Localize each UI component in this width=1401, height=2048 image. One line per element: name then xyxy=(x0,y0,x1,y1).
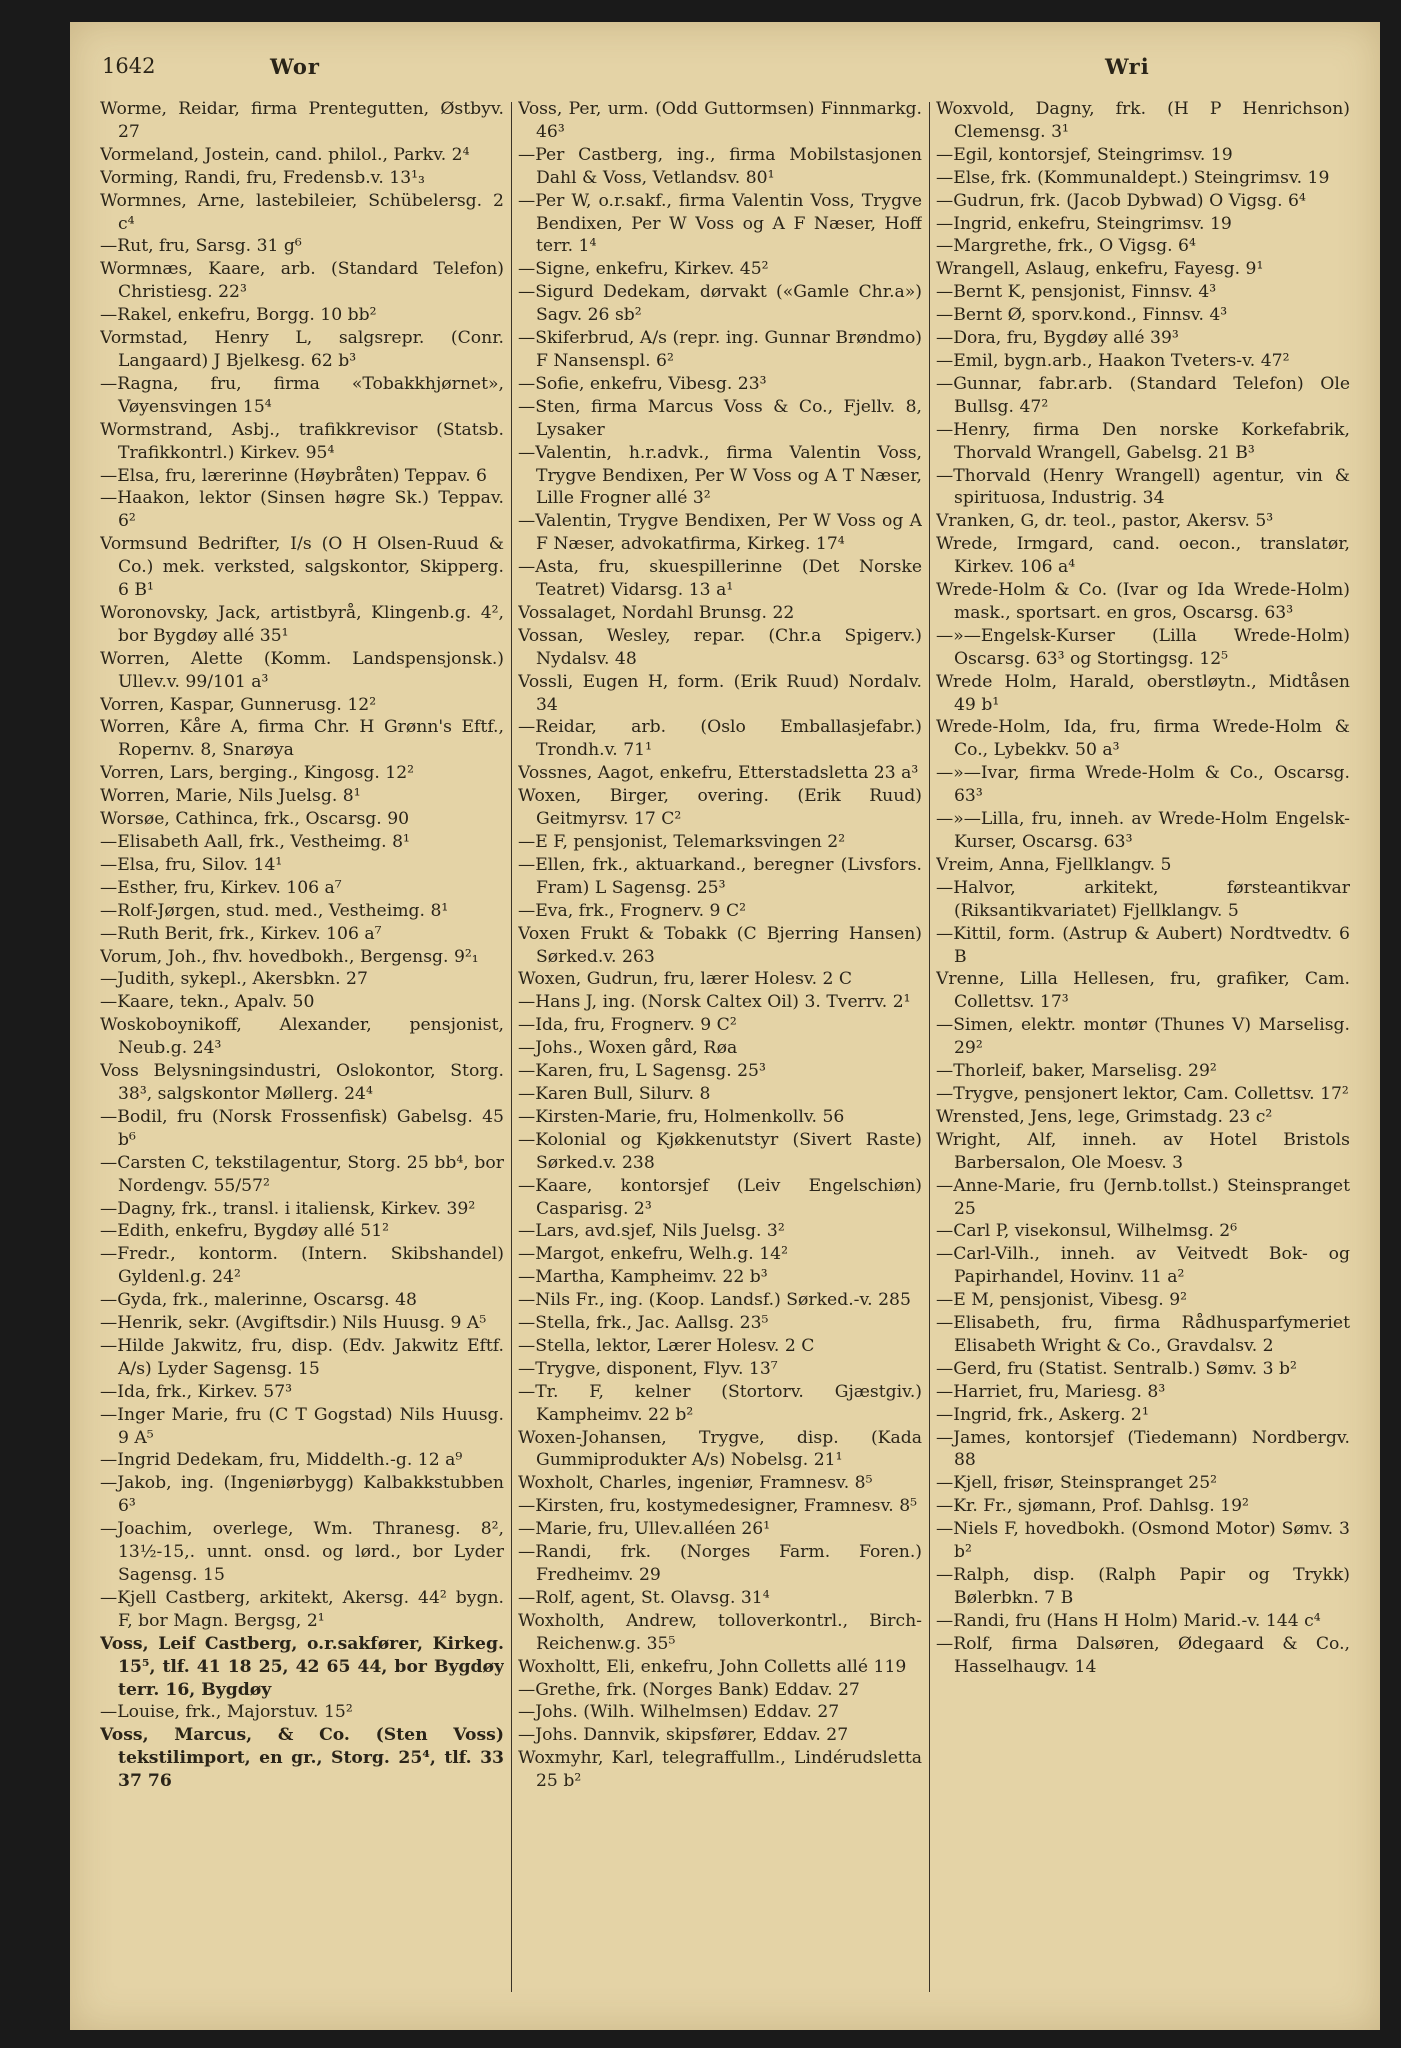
directory-entry: —Rolf, agent, St. Olavsg. 31⁴ xyxy=(518,1587,770,1608)
directory-entry: —Kjell Castberg, arkitekt, Akersg. 44² bygn. F, bor Magn. Bergsg, 2¹ xyxy=(100,1587,504,1631)
directory-entry: Wrede-Holm & Co. (Ivar og Ida Wrede-Holm) mask., sportsart. en gros, Oscarsg. 63³ xyxy=(936,580,1350,623)
directory-entry: —Karen, fru, L Sagensg. 25³ xyxy=(518,1061,766,1082)
directory-entry: Woronovsky, Jack, artistbyrå, Klingenb.g. 4², bor Bygdøy allé 35¹ xyxy=(100,602,504,646)
directory-entry: —Reidar, arb. (Oslo Emballasjefabr.) Trondh.v. 71¹ xyxy=(518,717,922,761)
directory-entry: —Valentin, h.r.advk., firma Valentin Voss, Trygve Bendixen, Per W Voss og A T Næser, Lille Frogner allé 3² xyxy=(518,442,922,509)
directory-entry: —Margrethe, frk., O Vigsg. 6⁴ xyxy=(936,236,1196,257)
directory-entry: —Stella, lektor, Lærer Holesv. 2 C xyxy=(518,1335,815,1356)
directory-entry: —Rolf-Jørgen, stud. med., Vestheimg. 8¹ xyxy=(100,900,449,921)
directory-entry: —Inger Marie, fru (C T Gogstad) Nils Huusg. 9 A⁵ xyxy=(100,1404,504,1448)
directory-entry: —Dora, fru, Bygdøy allé 39³ xyxy=(936,328,1179,349)
directory-entry: —Kittil, form. (Astrup & Aubert) Nordtvedtv. 6 B xyxy=(936,923,1350,967)
directory-entry: —Sten, firma Marcus Voss & Co., Fjellv. 8, Lysaker xyxy=(518,396,922,440)
directory-entry: —Kaare, tekn., Apalv. 50 xyxy=(100,992,315,1013)
directory-entry: —Ruth Berit, frk., Kirkev. 106 a⁷ xyxy=(100,923,382,944)
directory-entry: —Karen Bull, Silurv. 8 xyxy=(518,1083,711,1104)
directory-entry: —Esther, fru, Kirkev. 106 a⁷ xyxy=(100,877,342,898)
directory-entry: Wrangell, Aslaug, enkefru, Fayesg. 9¹ xyxy=(936,259,1264,280)
directory-entry: Woxholth, Andrew, tolloverkontrl., Birch-Reichenw.g. 35⁵ xyxy=(518,1610,922,1654)
directory-entry: —Ida, fru, Frognerv. 9 C² xyxy=(518,1015,737,1036)
directory-entry: —Martha, Kampheimv. 22 b³ xyxy=(518,1267,768,1288)
directory-entry: —Thorvald (Henry Wrangell) agentur, vin & spirituosa, Industrig. 34 xyxy=(936,465,1350,509)
directory-entry: —Tr. F, kelner (Stortorv. Gjæstgiv.) Kampheimv. 22 b² xyxy=(518,1381,922,1425)
directory-entry: Wrensted, Jens, lege, Grimstadg. 23 c² xyxy=(936,1106,1273,1127)
directory-entry: —Kolonial og Kjøkkenutstyr (Sivert Raste) Sørked.v. 238 xyxy=(518,1129,922,1173)
directory-entry: —Stella, frk., Jac. Aallsg. 23⁵ xyxy=(518,1313,769,1334)
directory-entry: —Trygve, pensjonert lektor, Cam. Collettsv. 17² xyxy=(936,1083,1349,1104)
directory-entry: —Niels F, hovedbokh. (Osmond Motor) Sømv. 3 b² xyxy=(936,1519,1350,1563)
directory-entry: —Ingrid, enkefru, Steingrimsv. 19 xyxy=(936,213,1232,234)
directory-entry: —Nils Fr., ing. (Koop. Landsf.) Sørked.-v. 285 xyxy=(518,1290,911,1311)
directory-entry: —Ellen, frk., aktuarkand., beregner (Livsfors. Fram) L Sagensg. 25³ xyxy=(518,854,922,898)
directory-entry: Voxen Frukt & Tobakk (C Bjerring Hansen) Sørked.v. 263 xyxy=(518,923,922,967)
directory-entry: —Johs. Dannvik, skipsfører, Eddav. 27 xyxy=(518,1725,849,1746)
directory-entry: —Rut, fru, Sarsg. 31 g⁶ xyxy=(100,236,302,257)
directory-entry: —Ralph, disp. (Ralph Papir og Trykk) Bølerbkn. 7 B xyxy=(936,1565,1350,1608)
directory-entry: —Bernt K, pensjonist, Finnsv. 4³ xyxy=(936,282,1217,303)
directory-entry: Vorum, Joh., fhv. hovedbokh., Bergensg. 9²₁ xyxy=(100,946,479,967)
directory-entry: Vossan, Wesley, repar. (Chr.a Spigerv.) Nydalsv. 48 xyxy=(518,625,922,669)
directory-entry: Woxen, Birger, overing. (Erik Ruud) Geitmyrsv. 17 C² xyxy=(518,786,922,830)
directory-entry: Woxholt, Charles, ingeniør, Framnesv. 8⁵ xyxy=(518,1473,873,1494)
directory-entry: —Lars, avd.sjef, Nils Juelsg. 3² xyxy=(518,1221,785,1242)
directory-entry: Woskoboynikoff, Alexander, pensjonist, Neub.g. 24³ xyxy=(100,1015,504,1059)
directory-entry: —Anne-Marie, fru (Jernb.tollst.) Steinspranget 25 xyxy=(936,1175,1350,1219)
directory-entry: —Skiferbrud, A/s (repr. ing. Gunnar Brøndmo) F Nansenspl. 6² xyxy=(518,328,922,371)
directory-entry: Woxmyhr, Karl, telegraffullm., Lindérudsletta 25 b² xyxy=(518,1748,922,1792)
left-headword: Wor xyxy=(270,54,320,79)
directory-entry: —Hilde Jakwitz, fru, disp. (Edv. Jakwitz Eftf. A/s) Lyder Sagensg. 15 xyxy=(100,1335,504,1379)
directory-entry: —Haakon, lektor (Sinsen høgre Sk.) Teppav. 6² xyxy=(100,488,504,532)
column-2 xyxy=(518,98,922,1998)
page-number: 1642 xyxy=(102,54,156,78)
directory-entry: —Randi, fru (Hans H Holm) Marid.-v. 144 c⁴ xyxy=(936,1610,1321,1631)
directory-entry: —Kirsten-Marie, fru, Holmenkollv. 56 xyxy=(518,1106,845,1127)
directory-entry: Worsøe, Cathinca, frk., Oscarsg. 90 xyxy=(100,809,410,830)
column-1 xyxy=(100,98,504,1998)
directory-entry: —Judith, sykepl., Akersbkn. 27 xyxy=(100,969,368,990)
directory-entry: Woxholtt, Eli, enkefru, John Colletts allé 119 xyxy=(518,1656,907,1677)
directory-entry: Wrede Holm, Harald, oberstløytn., Midtåsen 49 b¹ xyxy=(936,671,1350,715)
directory-entry: —Grethe, frk. (Norges Bank) Eddav. 27 xyxy=(518,1679,860,1700)
directory-entry: —E M, pensjonist, Vibesg. 9² xyxy=(936,1290,1188,1311)
directory-entry: Vormsund Bedrifter, I/s (O H Olsen-Ruud & Co.) mek. verksted, salgskontor, Skipperg. 6 B¹ xyxy=(100,534,504,601)
directory-entry: —Harriet, fru, Mariesg. 8³ xyxy=(936,1381,1166,1402)
directory-entry: Wormstrand, Asbj., trafikkrevisor (Statsb. Trafikkontrl.) Kirkev. 95⁴ xyxy=(100,419,504,463)
directory-entry: —Ingrid Dedekam, fru, Middelth.-g. 12 a⁹ xyxy=(100,1450,463,1471)
directory-entry: —Margot, enkefru, Welh.g. 14² xyxy=(518,1244,788,1265)
directory-entry: Wormnes, Arne, lastebileier, Schübelersg. 2 c⁴ xyxy=(100,190,504,234)
directory-entry: —Hans J, ing. (Norsk Caltex Oil) 3. Tverrv. 2¹ xyxy=(518,992,911,1013)
directory-entry: Worme, Reidar, firma Prentegutten, Østbyv. 27 xyxy=(100,99,504,142)
directory-entry: Voss, Per, urm. (Odd Guttormsen) Finnmarkg. 46³ xyxy=(518,99,922,142)
directory-entry: —Joachim, overlege, Wm. Thranesg. 8², 13½-15,. unnt. onsd. og lørd., bor Lyder Sagensg. 15 xyxy=(100,1519,504,1585)
directory-entry: —Per W, o.r.sakf., firma Valentin Voss, Trygve Bendixen, Per W Voss og A F Næser, Hoff terr. 1⁴ xyxy=(518,190,922,257)
directory-entry: —Egil, kontorsjef, Steingrimsv. 19 xyxy=(936,144,1233,165)
column-divider-right xyxy=(929,102,930,1992)
directory-entry: —James, kontorsjef (Tiedemann) Nordbergv. 88 xyxy=(936,1427,1350,1471)
directory-entry: Vormstad, Henry L, salgsrepr. (Conr. Langaard) J Bjelkesg. 62 b³ xyxy=(100,328,504,371)
directory-entry: —Johs., Woxen gård, Røa xyxy=(518,1038,738,1059)
directory-entry: Worren, Alette (Komm. Landspensjonsk.) Ullev.v. 99/101 a³ xyxy=(100,648,504,692)
directory-entry: —Louise, frk., Majorstuv. 15² xyxy=(100,1702,353,1723)
directory-entry: Vossnes, Aagot, enkefru, Etterstadsletta 23 a³ xyxy=(518,763,919,784)
directory-entry: —Elsa, fru, Silov. 14¹ xyxy=(100,854,283,875)
directory-entry: —Carsten C, tekstilagentur, Storg. 25 bb⁴, bor Nordengv. 55/57² xyxy=(100,1152,504,1196)
directory-entry: Woxen, Gudrun, fru, lærer Holesv. 2 C xyxy=(518,969,853,990)
directory-entry: Worren, Kåre A, firma Chr. H Grønn's Eftf., Ropernv. 8, Snarøya xyxy=(100,717,504,761)
directory-entry: Wormnæs, Kaare, arb. (Standard Telefon) Christiesg. 22³ xyxy=(100,259,504,303)
directory-entry: Vorren, Kaspar, Gunnerusg. 12² xyxy=(100,694,377,715)
directory-entry: Vranken, G, dr. teol., pastor, Akersv. 5³ xyxy=(936,511,1274,532)
directory-entry: Woxen-Johansen, Trygve, disp. (Kada Gummiprodukter A/s) Nobelsg. 21¹ xyxy=(518,1427,922,1471)
directory-entry: —Trygve, disponent, Flyv. 13⁷ xyxy=(518,1358,778,1379)
directory-entry: —Gunnar, fabr.arb. (Standard Telefon) Ole Bullsg. 47² xyxy=(936,373,1350,417)
directory-entry: —Johs. (Wilh. Wilhelmsen) Eddav. 27 xyxy=(518,1702,840,1723)
directory-entry: —Signe, enkefru, Kirkev. 45² xyxy=(518,259,769,280)
directory-entry: Woxvold, Dagny, frk. (H P Henrichson) Clemensg. 3¹ xyxy=(936,99,1350,142)
directory-entry: —Fredr., kontorm. (Intern. Skibshandel) Gyldenl.g. 24² xyxy=(100,1244,504,1288)
directory-entry: —Else, frk. (Kommunaldept.) Steingrimsv. 19 xyxy=(936,167,1330,188)
directory-entry: Worren, Marie, Nils Juelsg. 8¹ xyxy=(100,786,361,807)
directory-entry: —Carl-Vilh., inneh. av Veitvedt Bok- og Papirhandel, Hovinv. 11 a² xyxy=(936,1244,1350,1288)
directory-entry: —»—Lilla, fru, inneh. av Wrede-Holm Engelsk-Kurser, Oscarsg. 63³ xyxy=(936,809,1350,852)
directory-entry: —Ingrid, frk., Askerg. 2¹ xyxy=(936,1404,1149,1425)
directory-entry: —Rolf, firma Dalsøren, Ødegaard & Co., Hasselhaugv. 14 xyxy=(936,1633,1350,1677)
directory-entry: —»—Engelsk-Kurser (Lilla Wrede-Holm) Oscarsg. 63³ og Stortingsg. 12⁵ xyxy=(936,625,1350,669)
directory-entry: Vrenne, Lilla Hellesen, fru, grafiker, Cam. Collettsv. 17³ xyxy=(936,969,1350,1013)
directory-entry: Vorming, Randi, fru, Fredensb.v. 13¹₃ xyxy=(100,167,425,188)
directory-entry: —Dagny, frk., transl. i italiensk, Kirkev. 39² xyxy=(100,1198,476,1219)
directory-entry: —Marie, fru, Ullev.alléen 26¹ xyxy=(518,1519,771,1540)
directory-entry: Voss Belysningsindustri, Oslokontor, Storg. 38³, salgskontor Møllerg. 24⁴ xyxy=(100,1061,504,1104)
directory-entry: —Gudrun, frk. (Jacob Dybwad) O Vigsg. 6⁴ xyxy=(936,190,1306,211)
directory-entry: —Gerd, fru (Statist. Sentralb.) Sømv. 3 b² xyxy=(936,1358,1297,1379)
directory-entry: —Kr. Fr., sjømann, Prof. Dahlsg. 19² xyxy=(936,1496,1249,1517)
directory-entry: —Thorleif, baker, Marselisg. 29² xyxy=(936,1061,1217,1082)
directory-entry: —Emil, bygn.arb., Haakon Tveters-v. 47² xyxy=(936,350,1290,371)
directory-entry: —Henrik, sekr. (Avgiftsdir.) Nils Huusg. 9 A⁵ xyxy=(100,1313,487,1334)
directory-entry: —Elisabeth, fru, firma Rådhusparfymeriet Elisabeth Wright & Co., Gravdalsv. 2 xyxy=(936,1313,1350,1356)
directory-entry: Voss, Marcus, & Co. (Sten Voss) tekstilimport, en gr., Storg. 25⁴, tlf. 33 37 76 xyxy=(100,1725,504,1792)
directory-entry: —Simen, elektr. montør (Thunes V) Marselisg. 29² xyxy=(936,1015,1350,1059)
directory-entry: —Jakob, ing. (Ingeniørbygg) Kalbakkstubben 6³ xyxy=(100,1473,504,1517)
directory-entry: —E F, pensjonist, Telemarksvingen 2² xyxy=(518,832,846,852)
directory-entry: —Elsa, fru, lærerinne (Høybråten) Teppav. 6 xyxy=(100,465,487,486)
directory-entry: —Elisabeth Aall, frk., Vestheimg. 8¹ xyxy=(100,832,410,852)
directory-entry: Vossli, Eugen H, form. (Erik Ruud) Nordalv. 34 xyxy=(518,671,922,715)
right-headword: Wri xyxy=(1105,54,1150,79)
directory-entry: —Gyda, frk., malerinne, Oscarsg. 48 xyxy=(100,1290,417,1311)
column-3 xyxy=(936,98,1350,1998)
directory-entry: Vreim, Anna, Fjellklangv. 5 xyxy=(936,854,1172,875)
directory-entry: —Ida, frk., Kirkev. 57³ xyxy=(100,1381,293,1402)
directory-entry: Wrede, Irmgard, cand. oecon., translatør, Kirkev. 106 a⁴ xyxy=(936,534,1350,578)
directory-entry: —Kirsten, fru, kostymedesigner, Framnesv. 8⁵ xyxy=(518,1496,918,1517)
directory-entry: —Eva, frk., Frognerv. 9 C² xyxy=(518,900,746,921)
directory-entry: —Kjell, frisør, Steinspranget 25² xyxy=(936,1473,1218,1494)
directory-entry: —Bernt Ø, sporv.kond., Finnsv. 4³ xyxy=(936,305,1228,326)
directory-page xyxy=(70,22,1380,2030)
directory-entry: Wright, Alf, inneh. av Hotel Bristols Barbersalon, Ole Moesv. 3 xyxy=(936,1129,1350,1173)
directory-entry: —Ragna, fru, firma «Tobakkhjørnet», Vøyensvingen 15⁴ xyxy=(100,373,504,417)
directory-entry: —Halvor, arkitekt, førsteantikvar (Riksantikvariatet) Fjellklangv. 5 xyxy=(936,877,1350,921)
column-divider-left xyxy=(511,102,512,1992)
directory-entry: Vorren, Lars, berging., Kingosg. 12² xyxy=(100,763,415,784)
directory-entry: —Sofie, enkefru, Vibesg. 23³ xyxy=(518,373,767,394)
directory-entry: —Rakel, enkefru, Borgg. 10 bb² xyxy=(100,305,377,326)
directory-entry: —»—Ivar, firma Wrede-Holm & Co., Oscarsg. 63³ xyxy=(936,763,1350,807)
directory-entry: —Henry, firma Den norske Korkefabrik, Thorvald Wrangell, Gabelsg. 21 B³ xyxy=(936,419,1350,463)
directory-entry: Vormeland, Jostein, cand. philol., Parkv. 2⁴ xyxy=(100,144,470,165)
directory-entry: Wrede-Holm, Ida, fru, firma Wrede-Holm & Co., Lybekkv. 50 a³ xyxy=(936,717,1350,761)
directory-entry: —Carl P, visekonsul, Wilhelmsg. 2⁶ xyxy=(936,1221,1238,1242)
directory-entry: —Edith, enkefru, Bygdøy allé 51² xyxy=(100,1221,390,1242)
directory-entry: —Kaare, kontorsjef (Leiv Engelschiøn) Casparisg. 2³ xyxy=(518,1175,922,1219)
directory-entry: —Per Castberg, ing., firma Mobilstasjonen Dahl & Voss, Vetlandsv. 80¹ xyxy=(518,144,922,188)
directory-entry: —Randi, frk. (Norges Farm. Foren.) Fredheimv. 29 xyxy=(518,1542,922,1585)
directory-entry: —Asta, fru, skuespillerinne (Det Norske Teatret) Vidarsg. 13 a¹ xyxy=(518,557,922,601)
directory-entry: Voss, Leif Castberg, o.r.sakfører, Kirkeg. 15⁵, tlf. 41 18 25, 42 65 44, bor Bygdøy terr. 16, Bygdøy xyxy=(100,1633,504,1700)
directory-entry: —Sigurd Dedekam, dørvakt («Gamle Chr.a») Sagv. 26 sb² xyxy=(518,282,922,326)
directory-entry: —Valentin, Trygve Bendixen, Per W Voss og A F Næser, advokatfirma, Kirkeg. 17⁴ xyxy=(518,511,922,555)
directory-entry: —Bodil, fru (Norsk Frossenfisk) Gabelsg. 45 b⁶ xyxy=(100,1106,504,1150)
directory-entry: Vossalaget, Nordahl Brunsg. 22 xyxy=(518,602,795,623)
